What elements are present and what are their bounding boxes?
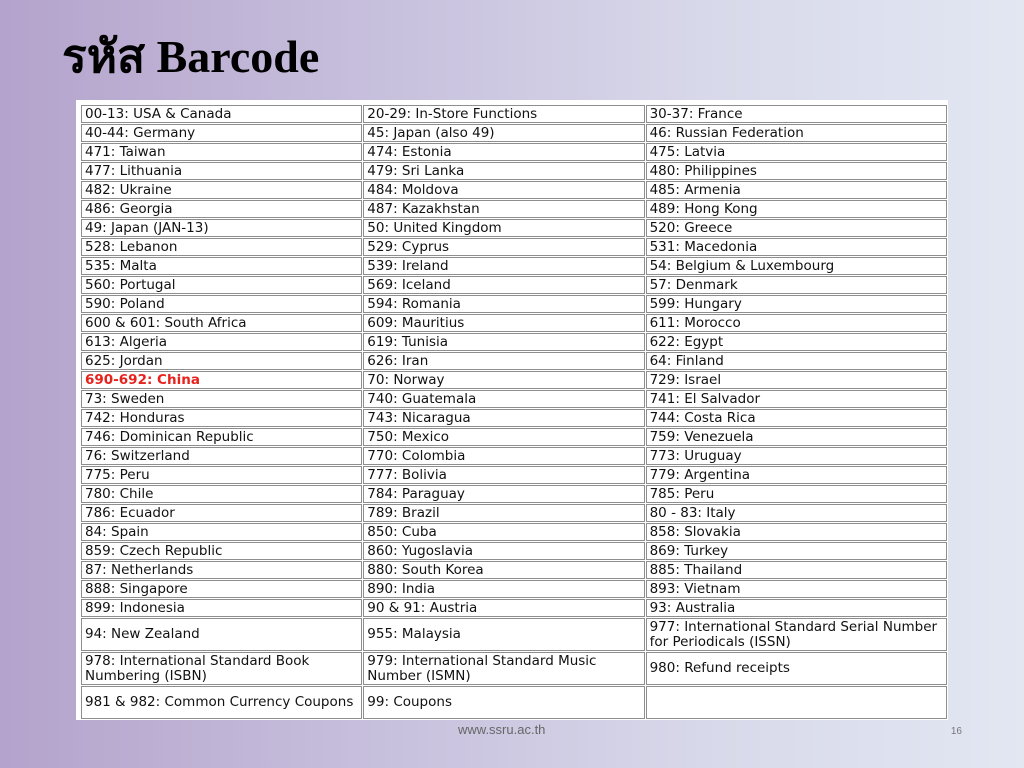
table-cell: 528: Lebanon [81, 238, 362, 256]
table-row [81, 580, 947, 598]
table-cell: 779: Argentina [646, 466, 947, 484]
table-row [81, 124, 947, 142]
table-cell: 775: Peru [81, 466, 362, 484]
table-row [81, 466, 947, 484]
table-cell: 475: Latvia [646, 143, 947, 161]
table-cell: 471: Taiwan [81, 143, 362, 161]
table-row [81, 542, 947, 560]
table-cell: 76: Switzerland [81, 447, 362, 465]
table-cell: 485: Armenia [646, 181, 947, 199]
table-cell: 859: Czech Republic [81, 542, 362, 560]
table-cell: 484: Moldova [363, 181, 644, 199]
table-cell: 30-37: France [646, 105, 947, 123]
table-cell: 90 & 91: Austria [363, 599, 644, 617]
table-cell: 99: Coupons [363, 686, 644, 719]
table-row [81, 162, 947, 180]
table-cell: 742: Honduras [81, 409, 362, 427]
table-row [81, 686, 947, 719]
table-cell: 729: Israel [646, 371, 947, 389]
table-cell: 609: Mauritius [363, 314, 644, 332]
table-cell: 750: Mexico [363, 428, 644, 446]
table-cell: 20-29: In-Store Functions [363, 105, 644, 123]
table-cell: 744: Costa Rica [646, 409, 947, 427]
table-row [81, 447, 947, 465]
table-cell-highlighted: 690-692: China [81, 371, 362, 389]
table-cell: 981 & 982: Common Currency Coupons [81, 686, 362, 719]
table-row [81, 257, 947, 275]
table-cell: 770: Colombia [363, 447, 644, 465]
table-cell: 54: Belgium & Luxembourg [646, 257, 947, 275]
table-cell: 600 & 601: South Africa [81, 314, 362, 332]
table-cell: 474: Estonia [363, 143, 644, 161]
table-cell: 885: Thailand [646, 561, 947, 579]
table-cell: 977: International Standard Serial Number for Periodicals (ISSN) [646, 618, 947, 651]
table-cell: 73: Sweden [81, 390, 362, 408]
table-cell: 741: El Salvador [646, 390, 947, 408]
table-cell: 888: Singapore [81, 580, 362, 598]
table-cell: 880: South Korea [363, 561, 644, 579]
footer-url: www.ssru.ac.th [458, 722, 546, 737]
barcode-table-frame [76, 100, 948, 720]
table-cell: 57: Denmark [646, 276, 947, 294]
table-cell: 87: Netherlands [81, 561, 362, 579]
table-row [81, 523, 947, 541]
table-row [81, 181, 947, 199]
table-cell: 784: Paraguay [363, 485, 644, 503]
table-cell: 978: International Standard Book Numbering (ISBN) [81, 652, 362, 685]
table-cell: 45: Japan (also 49) [363, 124, 644, 142]
table-cell: 84: Spain [81, 523, 362, 541]
table-cell: 858: Slovakia [646, 523, 947, 541]
table-cell: 00-13: USA & Canada [81, 105, 362, 123]
table-cell: 599: Hungary [646, 295, 947, 313]
table-cell: 49: Japan (JAN-13) [81, 219, 362, 237]
table-row [81, 314, 947, 332]
table-cell: 780: Chile [81, 485, 362, 503]
table-cell: 893: Vietnam [646, 580, 947, 598]
table-cell: 539: Ireland [363, 257, 644, 275]
table-row [81, 276, 947, 294]
table-row [81, 295, 947, 313]
table-row [81, 371, 947, 389]
barcode-table-body [81, 105, 947, 719]
table-cell: 850: Cuba [363, 523, 644, 541]
table-cell: 619: Tunisia [363, 333, 644, 351]
table-cell: 477: Lithuania [81, 162, 362, 180]
table-cell: 487: Kazakhstan [363, 200, 644, 218]
table-cell: 520: Greece [646, 219, 947, 237]
table-cell: 46: Russian Federation [646, 124, 947, 142]
table-cell: 622: Egypt [646, 333, 947, 351]
table-cell: 93: Australia [646, 599, 947, 617]
table-cell: 746: Dominican Republic [81, 428, 362, 446]
table-row [81, 652, 947, 685]
table-cell: 50: United Kingdom [363, 219, 644, 237]
table-cell: 560: Portugal [81, 276, 362, 294]
table-cell: 899: Indonesia [81, 599, 362, 617]
table-cell: 594: Romania [363, 295, 644, 313]
table-cell: 890: India [363, 580, 644, 598]
barcode-prefix-table [80, 104, 948, 720]
table-cell: 531: Macedonia [646, 238, 947, 256]
page-number: 16 [950, 726, 962, 737]
table-cell: 489: Hong Kong [646, 200, 947, 218]
table-row [81, 409, 947, 427]
table-cell: 743: Nicaragua [363, 409, 644, 427]
table-row [81, 599, 947, 617]
table-cell: 590: Poland [81, 295, 362, 313]
table-row [81, 352, 947, 370]
table-row [81, 219, 947, 237]
table-row [81, 504, 947, 522]
table-row [81, 390, 947, 408]
table-cell: 785: Peru [646, 485, 947, 503]
table-cell: 480: Philippines [646, 162, 947, 180]
table-cell: 625: Jordan [81, 352, 362, 370]
table-cell: 786: Ecuador [81, 504, 362, 522]
table-cell: 486: Georgia [81, 200, 362, 218]
table-cell: 611: Morocco [646, 314, 947, 332]
slide-title: รหัส Barcode [62, 31, 320, 82]
table-cell [646, 686, 947, 719]
table-cell: 740: Guatemala [363, 390, 644, 408]
table-row [81, 238, 947, 256]
table-cell: 789: Brazil [363, 504, 644, 522]
table-cell: 979: International Standard Music Number (ISMN) [363, 652, 644, 685]
table-cell: 482: Ukraine [81, 181, 362, 199]
table-row [81, 143, 947, 161]
table-row [81, 561, 947, 579]
table-cell: 860: Yugoslavia [363, 542, 644, 560]
table-cell: 70: Norway [363, 371, 644, 389]
table-row [81, 618, 947, 651]
table-cell: 955: Malaysia [363, 618, 644, 651]
table-cell: 759: Venezuela [646, 428, 947, 446]
table-cell: 80 - 83: Italy [646, 504, 947, 522]
table-row [81, 200, 947, 218]
table-cell: 777: Bolivia [363, 466, 644, 484]
table-cell: 980: Refund receipts [646, 652, 947, 685]
table-cell: 535: Malta [81, 257, 362, 275]
table-row [81, 428, 947, 446]
table-cell: 626: Iran [363, 352, 644, 370]
table-cell: 569: Iceland [363, 276, 644, 294]
table-row [81, 105, 947, 123]
table-cell: 479: Sri Lanka [363, 162, 644, 180]
table-cell: 94: New Zealand [81, 618, 362, 651]
table-cell: 40-44: Germany [81, 124, 362, 142]
table-cell: 529: Cyprus [363, 238, 644, 256]
table-row [81, 485, 947, 503]
table-row [81, 333, 947, 351]
table-cell: 64: Finland [646, 352, 947, 370]
table-cell: 773: Uruguay [646, 447, 947, 465]
table-cell: 613: Algeria [81, 333, 362, 351]
table-cell: 869: Turkey [646, 542, 947, 560]
